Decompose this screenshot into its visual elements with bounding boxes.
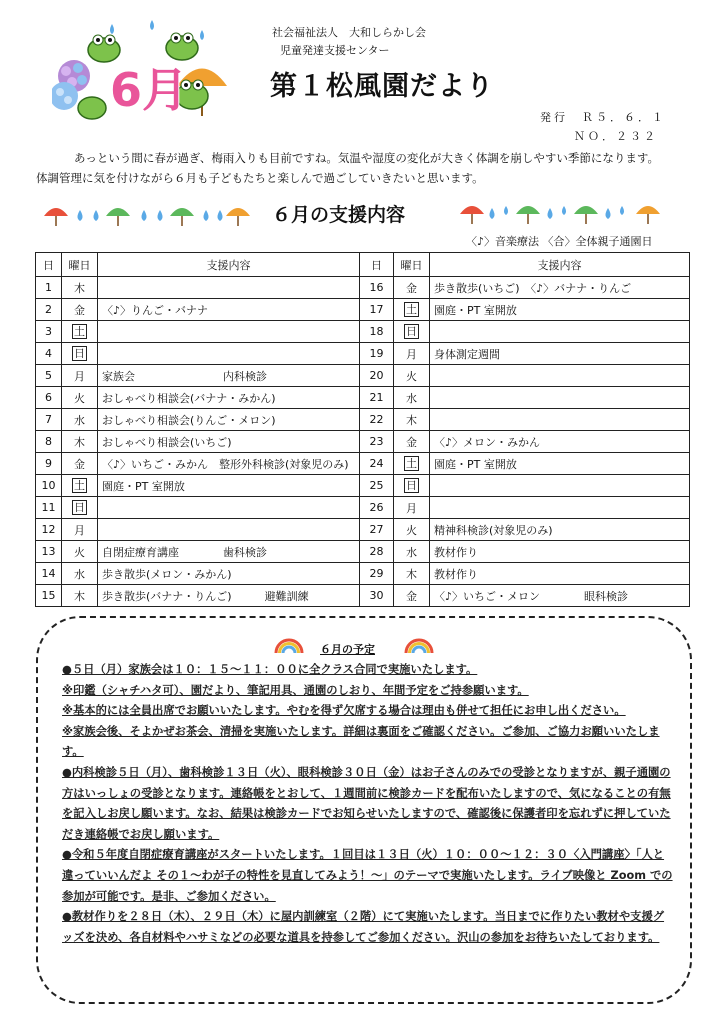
- content-cell: [430, 365, 690, 387]
- weekday-cell: 月: [62, 365, 98, 387]
- day-cell: 16: [360, 277, 394, 299]
- umbrella-icon: [226, 208, 250, 226]
- table-row: [36, 519, 690, 541]
- content-cell: [430, 497, 690, 519]
- weekday-cell: 木: [394, 563, 430, 585]
- raindrop-icon: [204, 210, 223, 221]
- content-cell: 教材作り: [430, 563, 690, 585]
- issue-date: 発行 Ｒ５．６．１: [540, 111, 666, 124]
- note-attendance: ※基本的には全員出席でお願いいたします。やむを得ず欠席する場合は理由も併せて担任にお申し出ください。: [62, 704, 626, 718]
- day-cell: 19: [360, 343, 394, 365]
- note-materials: ●教材作りを２８日（木）、２９日（木）に屋内訓練室（２階）にて実施いたします。当日までに作りたい教材や支援グッズを決め、各自材料やハサミなどの必要な道具を持参してご参加ください。沢山の参加をお待ちいたしております。: [62, 910, 665, 944]
- day-cell: 25: [360, 475, 394, 497]
- support-schedule-table: [35, 252, 690, 607]
- umbrella-icon: [574, 206, 598, 224]
- table-row: [36, 475, 690, 497]
- day-cell: 17: [360, 299, 394, 321]
- umbrella-icon: [516, 206, 540, 224]
- support-section-header: [36, 198, 686, 230]
- weekend-weekday: 日: [406, 479, 417, 492]
- content-cell: [430, 387, 690, 409]
- day-cell: 15: [36, 585, 62, 607]
- weekday-cell: [62, 343, 98, 365]
- intro-line-1: あっという間に春が過ぎ、梅雨入りも目前ですね。気温や湿度の変化が大きく体調を崩しやすい季節になります。: [74, 151, 659, 165]
- content-cell: 自閉症療育講座 歯科検診: [98, 541, 360, 563]
- table-row: [36, 321, 690, 343]
- note-autism-course: ●令和５年度自閉症療育講座がスタートいたします。１回目は１３日（火）１０：００～１２：３０〈入門講座〉「人と違っていいんだよ その１～わが子の特性を見直してみよう！～」のテーマで実施いたします。ライブ映像と Zoom での参加が可能です。是非、ご参加ください。: [62, 848, 673, 903]
- day-cell: 8: [36, 431, 62, 453]
- day-cell: 23: [360, 431, 394, 453]
- table-row: [36, 299, 690, 321]
- content-cell: 園庭・PT 室開放: [430, 299, 690, 321]
- note-family-meeting: ●５日（月）家族会は１０：１５～１１：００に全クラス合同で実施いたします。: [62, 663, 478, 676]
- weekday-cell: [394, 453, 430, 475]
- weekday-cell: 水: [62, 409, 98, 431]
- raindrop-icon: [78, 210, 99, 221]
- note-checkups: ●内科検診５日（月）、歯科検診１３日（火）、眼科検診３０日（金）はお子さんのみでの受診となりますが、親子通園の方はいっしょの受診となります。連絡帳をとおして、１週間前に検診カードを配布いたしますので、気になることの有無を記入しお戻し願います。なお、結果は検診カードでお知らせいたしますので、確認後に保護者印を忘れずに押していただき連絡帳でお戻し願います。: [62, 765, 671, 841]
- day-cell: 12: [36, 519, 62, 541]
- content-cell: [430, 475, 690, 497]
- umbrella-icon: [106, 208, 130, 226]
- weekend-weekday: 土: [406, 303, 417, 316]
- day-cell: 6: [36, 387, 62, 409]
- june-frog-logo: [52, 16, 232, 126]
- support-title: ６月の支援内容: [272, 204, 406, 226]
- day-cell: 29: [360, 563, 394, 585]
- day-cell: 5: [36, 365, 62, 387]
- weekday-cell: 金: [62, 453, 98, 475]
- day-cell: 27: [360, 519, 394, 541]
- weekday-cell: 月: [394, 343, 430, 365]
- day-cell: 2: [36, 299, 62, 321]
- day-cell: 14: [36, 563, 62, 585]
- weekday-cell: 月: [394, 497, 430, 519]
- table-row: [36, 409, 690, 431]
- day-cell: 3: [36, 321, 62, 343]
- table-row: [36, 277, 690, 299]
- weekday-cell: [62, 475, 98, 497]
- table-row: [36, 453, 690, 475]
- content-cell: 家族会 内科検診: [98, 365, 360, 387]
- day-cell: 4: [36, 343, 62, 365]
- table-row: [36, 431, 690, 453]
- content-cell: [430, 409, 690, 431]
- weekend-weekday: 日: [74, 501, 85, 514]
- weekday-cell: 金: [394, 585, 430, 607]
- weekday-cell: 金: [394, 277, 430, 299]
- organization: [272, 24, 492, 60]
- content-cell: 園庭・PT 室開放: [98, 475, 360, 497]
- table-header-row: [36, 253, 690, 277]
- content-cell: 〈♪〉いちご・みかん 整形外科検診(対象児のみ): [98, 453, 360, 475]
- weekend-weekday: 日: [406, 325, 417, 338]
- rainbow-icon: [274, 636, 304, 654]
- schedule-header: [270, 636, 450, 660]
- weekday-cell: 月: [62, 519, 98, 541]
- weekday-cell: 木: [62, 585, 98, 607]
- content-cell: [98, 519, 360, 541]
- schedule-title: ６月の予定: [320, 643, 375, 656]
- umbrella-row-left: [40, 202, 250, 228]
- content-cell: 歩き散歩(バナナ・りんご) 避難訓練: [98, 585, 360, 607]
- content-cell: おしゃべり相談会(バナナ・みかん): [98, 387, 360, 409]
- day-cell: 10: [36, 475, 62, 497]
- content-cell: [98, 277, 360, 299]
- legend: 〈♪〉音楽療法 〈合〉全体親子通園日: [466, 235, 653, 248]
- table-row: [36, 343, 690, 365]
- content-cell: 精神科検診(対象児のみ): [430, 519, 690, 541]
- weekday-cell: [62, 497, 98, 519]
- weekday-cell: [62, 321, 98, 343]
- issue-info: [540, 108, 666, 146]
- content-cell: 歩き散歩(いちご) 〈♪〉バナナ・りんご: [430, 277, 690, 299]
- header-weekday: 曜日: [394, 253, 430, 277]
- weekday-cell: 木: [62, 277, 98, 299]
- header-content: 支援内容: [98, 253, 360, 277]
- org-line-1: 社会福祉法人 大和しらかし会: [272, 26, 426, 39]
- content-cell: 〈♪〉いちご・メロン 眼科検診: [430, 585, 690, 607]
- table-row: [36, 541, 690, 563]
- day-cell: 7: [36, 409, 62, 431]
- weekday-cell: 水: [394, 541, 430, 563]
- weekday-cell: 木: [394, 409, 430, 431]
- table-row: [36, 585, 690, 607]
- org-line-2: 児童発達支援センター: [280, 44, 390, 57]
- table-row: [36, 365, 690, 387]
- header-day: 日: [36, 253, 62, 277]
- content-cell: [430, 321, 690, 343]
- weekend-weekday: 土: [74, 325, 85, 338]
- day-cell: 13: [36, 541, 62, 563]
- schedule-notes: [62, 660, 674, 948]
- weekday-cell: 木: [62, 431, 98, 453]
- day-cell: 18: [360, 321, 394, 343]
- weekday-cell: 金: [62, 299, 98, 321]
- content-cell: [98, 343, 360, 365]
- day-cell: 26: [360, 497, 394, 519]
- weekday-cell: 火: [394, 365, 430, 387]
- weekend-weekday: 日: [74, 347, 85, 360]
- weekday-cell: 水: [62, 563, 98, 585]
- note-tea-party: ※家族会後、そよかぜお茶会、清掃を実施いたします。詳細は裏面をご確認ください。ご参加、ご協力お願いいたします。: [62, 724, 660, 759]
- content-cell: 歩き散歩(メロン・みかん): [98, 563, 360, 585]
- content-cell: 園庭・PT 室開放: [430, 453, 690, 475]
- day-cell: 22: [360, 409, 394, 431]
- weekday-cell: 火: [62, 387, 98, 409]
- newsletter-title: 第１松風園だより: [270, 71, 494, 102]
- content-cell: 教材作り: [430, 541, 690, 563]
- day-cell: 24: [360, 453, 394, 475]
- umbrella-icon: [44, 208, 68, 226]
- content-cell: 〈♪〉りんご・バナナ: [98, 299, 360, 321]
- header-content: 支援内容: [430, 253, 690, 277]
- rainbow-icon: [404, 636, 434, 654]
- content-cell: 〈♪〉メロン・みかん: [430, 431, 690, 453]
- weekday-cell: 水: [394, 387, 430, 409]
- day-cell: 1: [36, 277, 62, 299]
- content-cell: [98, 321, 360, 343]
- day-cell: 11: [36, 497, 62, 519]
- raindrop-icon: [548, 206, 567, 219]
- table-row: [36, 387, 690, 409]
- content-cell: おしゃべり相談会(りんご・メロン): [98, 409, 360, 431]
- umbrella-row-right: [456, 200, 676, 226]
- intro-text: [36, 148, 680, 188]
- note-items-to-bring: ※印鑑（シャチハタ可）、園だより、筆記用具、通園のしおり、年間予定をご持参願います。: [62, 683, 529, 697]
- day-cell: 21: [360, 387, 394, 409]
- logo-text: 6月: [110, 63, 189, 117]
- day-cell: 30: [360, 585, 394, 607]
- umbrella-icon: [636, 206, 660, 224]
- content-cell: おしゃべり相談会(いちご): [98, 431, 360, 453]
- issue-number: ＮＯ．２３２: [574, 130, 658, 143]
- weekday-cell: 火: [394, 519, 430, 541]
- day-cell: 9: [36, 453, 62, 475]
- day-cell: 20: [360, 365, 394, 387]
- weekday-cell: [394, 475, 430, 497]
- intro-line-2: 体調管理に気を付けながら６月も子どもたちと楽しんで過ごしていきたいと思います。: [36, 171, 484, 185]
- header-day: 日: [360, 253, 394, 277]
- raindrop-icon: [142, 210, 163, 221]
- content-cell: 身体測定週間: [430, 343, 690, 365]
- weekday-cell: [394, 321, 430, 343]
- weekday-cell: 火: [62, 541, 98, 563]
- umbrella-icon: [170, 208, 194, 226]
- day-cell: 28: [360, 541, 394, 563]
- raindrop-icon: [606, 206, 625, 219]
- weekend-weekday: 土: [406, 457, 417, 470]
- weekday-cell: [394, 299, 430, 321]
- content-cell: [98, 497, 360, 519]
- weekend-weekday: 土: [74, 479, 85, 492]
- table-row: [36, 563, 690, 585]
- raindrop-icon: [490, 206, 509, 219]
- weekday-cell: 金: [394, 431, 430, 453]
- table-row: [36, 497, 690, 519]
- header-weekday: 曜日: [62, 253, 98, 277]
- umbrella-icon: [460, 206, 484, 224]
